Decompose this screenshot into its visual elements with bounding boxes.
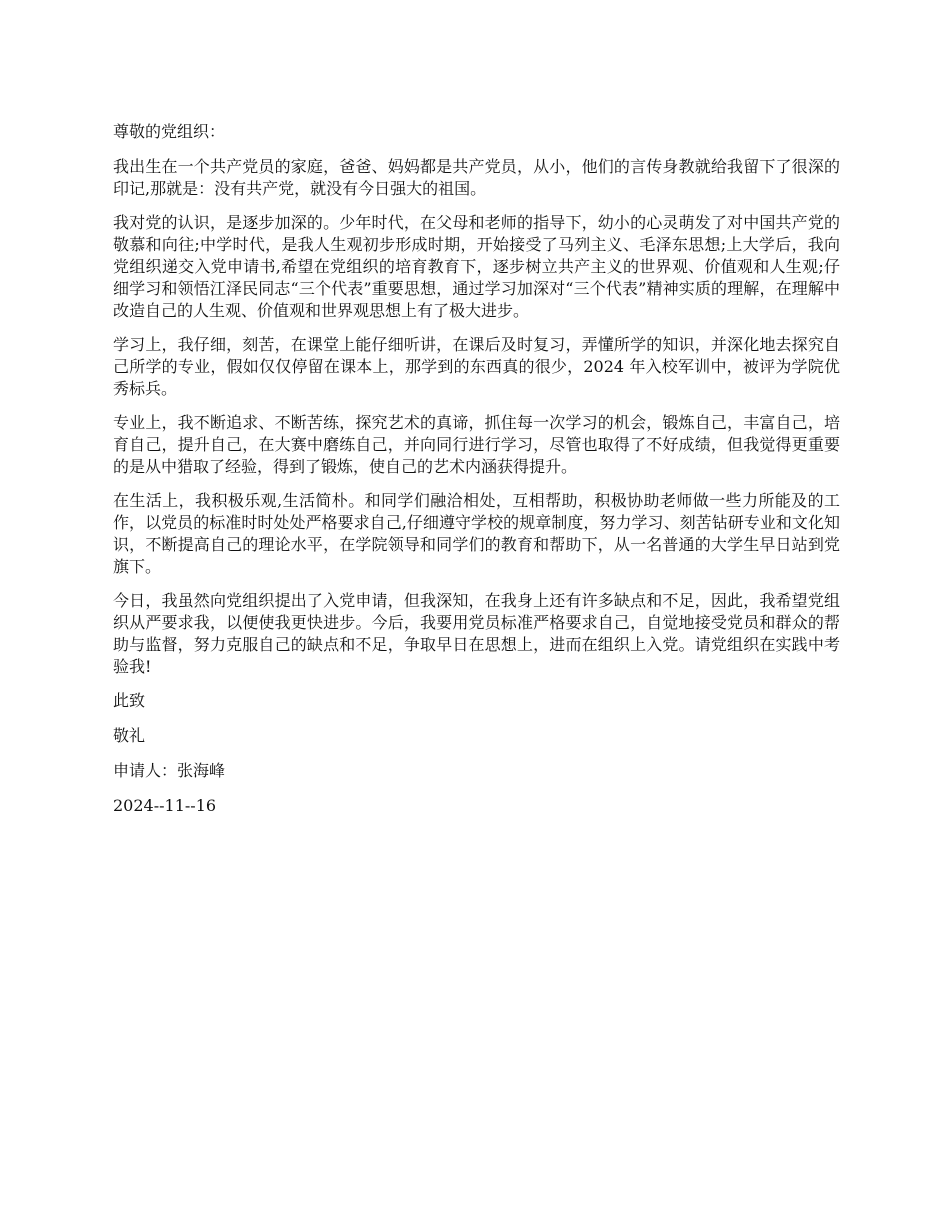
paragraph-family: 我出生在一个共产党员的家庭，爸爸、妈妈都是共产党员，从小，他们的言传身教就给我留下了很深的印记,那就是：没有共产党，就没有今日强大的祖国。 bbox=[113, 157, 840, 198]
paragraph-commitment: 今日，我虽然向党组织提出了入党申请，但我深知，在我身上还有许多缺点和不足，因此，我希望党组织从严要求我，以便使我更快进步。今后，我要用党员标准严格要求自己，自觉地接受党员和群众的帮助与监督，努力克服自己的缺点和不足，争取早日在思想上，进而在组织上入党。请党组织在实践中考验我! bbox=[113, 591, 840, 676]
letter-body bbox=[113, 121, 840, 830]
closing-cizhi: 此致 bbox=[113, 691, 146, 710]
signature: 申请人：张海峰 bbox=[113, 761, 226, 780]
date: 2024--11--16 bbox=[113, 796, 217, 815]
closing-jingli: 敬礼 bbox=[113, 726, 146, 745]
paragraph-study: 学习上，我仔细，刻苦，在课堂上能仔细听讲，在课后及时复习，弄懂所学的知识，并深化地去探究自己所学的专业，假如仅仅停留在课本上，那学到的东西真的很少，2024 年入校军训中，被评为学院优秀标兵。 bbox=[113, 335, 840, 398]
paragraph-life: 在生活上，我积极乐观,生活简朴。和同学们融洽相处，互相帮助，积极协助老师做一些力所能及的工作，以党员的标准时时处处严格要求自己,仔细遵守学校的规章制度，努力学习、刻苦钻研专业和文化知识，不断提高自己的理论水平，在学院领导和同学们的教育和帮助下，从一名普通的大学生早日站到党旗下。 bbox=[113, 491, 840, 576]
salutation: 尊敬的党组织： bbox=[113, 122, 226, 141]
paragraph-profession: 专业上，我不断追求、不断苦练，探究艺术的真谛，抓住每一次学习的机会，锻炼自己，丰富自己，培育自己，提升自己，在大赛中磨练自己，并向同行进行学习，尽管也取得了不好成绩，但我觉得更重要的是从中猎取了经验，得到了锻炼，使自己的艺术内涵获得提升。 bbox=[113, 413, 840, 476]
paragraph-understanding: 我对党的认识，是逐步加深的。少年时代，在父母和老师的指导下，幼小的心灵萌发了对中国共产党的敬慕和向往;中学时代，是我人生观初步形成时期，开始接受了马列主义、毛泽东思想;上大学后，我向党组织递交入党申请书,希望在党组织的培育教育下，逐步树立共产主义的世界观、价值观和人生观;仔细学习和领悟江泽民同志“三个代表”重要思想，通过学习加深对“三个代表”精神实质的理解，在理解中改造自己的人生观、价值观和世界观思想上有了极大进步。 bbox=[113, 213, 840, 320]
